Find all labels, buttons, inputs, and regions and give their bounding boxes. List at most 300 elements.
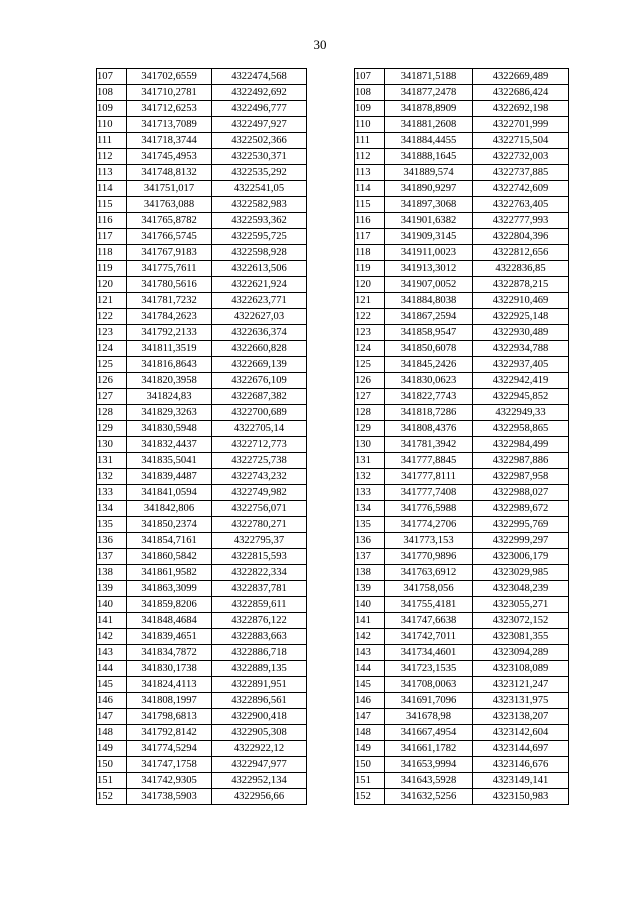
point-number-cell: 143: [97, 645, 127, 661]
x-coordinate-cell: 341835,5041: [127, 453, 212, 469]
table-row: [355, 533, 569, 549]
y-coordinate-cell: 4322737,885: [473, 165, 569, 181]
x-coordinate-cell: 341774,5294: [127, 741, 212, 757]
table-row: [97, 229, 307, 245]
y-coordinate-cell: 4323150,983: [473, 789, 569, 805]
point-number-cell: 152: [97, 789, 127, 805]
y-coordinate-cell: 4322987,886: [473, 453, 569, 469]
y-coordinate-cell: 4322958,865: [473, 421, 569, 437]
table-row: [355, 485, 569, 501]
x-coordinate-cell: 341858,9547: [385, 325, 473, 341]
y-coordinate-cell: 4322900,418: [212, 709, 307, 725]
point-number-cell: 123: [355, 325, 385, 341]
point-number-cell: 114: [355, 181, 385, 197]
x-coordinate-cell: 341850,6078: [385, 341, 473, 357]
x-coordinate-cell: 341712,6253: [127, 101, 212, 117]
table-row: [355, 549, 569, 565]
x-coordinate-cell: 341859,8206: [127, 597, 212, 613]
point-number-cell: 112: [97, 149, 127, 165]
x-coordinate-cell: 341742,7011: [385, 629, 473, 645]
x-coordinate-cell: 341816,8643: [127, 357, 212, 373]
table-row: [355, 405, 569, 421]
point-number-cell: 113: [355, 165, 385, 181]
y-coordinate-cell: 4322891,951: [212, 677, 307, 693]
y-coordinate-cell: 4323072,152: [473, 613, 569, 629]
point-number-cell: 147: [97, 709, 127, 725]
point-number-cell: 115: [97, 197, 127, 213]
table-row: [355, 453, 569, 469]
y-coordinate-cell: 4322947,977: [212, 757, 307, 773]
x-coordinate-cell: 341808,4376: [385, 421, 473, 437]
x-coordinate-cell: 341811,3519: [127, 341, 212, 357]
x-coordinate-cell: 341766,5745: [127, 229, 212, 245]
point-number-cell: 151: [97, 773, 127, 789]
point-number-cell: 138: [355, 565, 385, 581]
y-coordinate-cell: 4322756,071: [212, 501, 307, 517]
x-coordinate-cell: 341863,3099: [127, 581, 212, 597]
point-number-cell: 135: [97, 517, 127, 533]
x-coordinate-cell: 341661,1782: [385, 741, 473, 757]
x-coordinate-cell: 341841,0594: [127, 485, 212, 501]
page-number: 30: [313, 37, 327, 52]
y-coordinate-cell: 4322989,672: [473, 501, 569, 517]
table-row: [97, 757, 307, 773]
point-number-cell: 129: [355, 421, 385, 437]
point-number-cell: 109: [355, 101, 385, 117]
point-number-cell: 142: [355, 629, 385, 645]
x-coordinate-cell: 341742,9305: [127, 773, 212, 789]
point-number-cell: 121: [97, 293, 127, 309]
point-number-cell: 124: [97, 341, 127, 357]
x-coordinate-cell: 341832,4437: [127, 437, 212, 453]
y-coordinate-cell: 4322883,663: [212, 629, 307, 645]
x-coordinate-cell: 341881,2608: [385, 117, 473, 133]
y-coordinate-cell: 4322692,198: [473, 101, 569, 117]
y-coordinate-cell: 4322676,109: [212, 373, 307, 389]
x-coordinate-cell: 341901,6382: [385, 213, 473, 229]
point-number-cell: 131: [355, 453, 385, 469]
x-coordinate-cell: 341824,4113: [127, 677, 212, 693]
table-row: [355, 309, 569, 325]
x-coordinate-cell: 341842,806: [127, 501, 212, 517]
table-row: [355, 85, 569, 101]
table-row: [355, 293, 569, 309]
table-row: [355, 693, 569, 709]
y-coordinate-cell: 4322937,405: [473, 357, 569, 373]
point-number-cell: 143: [355, 645, 385, 661]
x-coordinate-cell: 341723,1535: [385, 661, 473, 677]
x-coordinate-cell: 341792,8142: [127, 725, 212, 741]
y-coordinate-cell: 4322474,568: [212, 69, 307, 85]
y-coordinate-cell: 4322942,419: [473, 373, 569, 389]
x-coordinate-cell: 341738,5903: [127, 789, 212, 805]
point-number-cell: 107: [97, 69, 127, 85]
point-number-cell: 133: [97, 485, 127, 501]
table-row: [97, 261, 307, 277]
x-coordinate-cell: 341643,5928: [385, 773, 473, 789]
point-number-cell: 149: [355, 741, 385, 757]
y-coordinate-cell: 4322669,489: [473, 69, 569, 85]
x-coordinate-cell: 341773,153: [385, 533, 473, 549]
x-coordinate-cell: 341780,5616: [127, 277, 212, 293]
point-number-cell: 145: [97, 677, 127, 693]
table-row: [97, 373, 307, 389]
point-number-cell: 109: [97, 101, 127, 117]
x-coordinate-cell: 341632,5256: [385, 789, 473, 805]
table-row: [355, 133, 569, 149]
point-number-cell: 111: [97, 133, 127, 149]
y-coordinate-cell: 4322496,777: [212, 101, 307, 117]
point-number-cell: 135: [355, 517, 385, 533]
x-coordinate-cell: 341839,4487: [127, 469, 212, 485]
x-coordinate-cell: 341748,8132: [127, 165, 212, 181]
x-coordinate-cell: 341824,83: [127, 389, 212, 405]
y-coordinate-cell: 4322889,135: [212, 661, 307, 677]
x-coordinate-cell: 341834,7872: [127, 645, 212, 661]
y-coordinate-cell: 4322701,999: [473, 117, 569, 133]
x-coordinate-cell: 341763,6912: [385, 565, 473, 581]
x-coordinate-cell: 341653,9994: [385, 757, 473, 773]
y-coordinate-cell: 4322705,14: [212, 421, 307, 437]
table-row: [97, 501, 307, 517]
table-row: [97, 725, 307, 741]
table-row: [355, 517, 569, 533]
y-coordinate-cell: 4322660,828: [212, 341, 307, 357]
table-row: [355, 341, 569, 357]
table-row: [97, 117, 307, 133]
point-number-cell: 146: [97, 693, 127, 709]
table-row: [97, 773, 307, 789]
point-number-cell: 134: [355, 501, 385, 517]
point-number-cell: 130: [355, 437, 385, 453]
point-number-cell: 139: [97, 581, 127, 597]
x-coordinate-cell: 341792,2133: [127, 325, 212, 341]
table-row: [97, 101, 307, 117]
y-coordinate-cell: 4322988,027: [473, 485, 569, 501]
point-number-cell: 127: [97, 389, 127, 405]
point-number-cell: 144: [97, 661, 127, 677]
x-coordinate-cell: 341871,5188: [385, 69, 473, 85]
y-coordinate-cell: 4322934,788: [473, 341, 569, 357]
x-coordinate-cell: 341848,4684: [127, 613, 212, 629]
table-row: [355, 741, 569, 757]
table-row: [355, 469, 569, 485]
x-coordinate-cell: 341808,1997: [127, 693, 212, 709]
y-coordinate-cell: 4322687,382: [212, 389, 307, 405]
y-coordinate-cell: 4322541,05: [212, 181, 307, 197]
table-row: [355, 501, 569, 517]
x-coordinate-cell: 341745,4953: [127, 149, 212, 165]
y-coordinate-cell: 4322910,469: [473, 293, 569, 309]
y-coordinate-cell: 4322804,396: [473, 229, 569, 245]
x-coordinate-cell: 341913,3012: [385, 261, 473, 277]
point-number-cell: 137: [355, 549, 385, 565]
x-coordinate-cell: 341878,8909: [385, 101, 473, 117]
table-row: [355, 149, 569, 165]
y-coordinate-cell: 4323094,289: [473, 645, 569, 661]
y-coordinate-cell: 4322930,489: [473, 325, 569, 341]
point-number-cell: 150: [97, 757, 127, 773]
point-number-cell: 128: [97, 405, 127, 421]
point-number-cell: 112: [355, 149, 385, 165]
point-number-cell: 125: [97, 357, 127, 373]
x-coordinate-cell: 341702,6559: [127, 69, 212, 85]
y-coordinate-cell: 4322743,232: [212, 469, 307, 485]
table-row: [355, 709, 569, 725]
point-number-cell: 134: [97, 501, 127, 517]
table-row: [355, 261, 569, 277]
point-number-cell: 132: [97, 469, 127, 485]
point-number-cell: 108: [97, 85, 127, 101]
x-coordinate-cell: 341767,9183: [127, 245, 212, 261]
point-number-cell: 110: [355, 117, 385, 133]
y-coordinate-cell: 4323149,141: [473, 773, 569, 789]
x-coordinate-cell: 341784,2623: [127, 309, 212, 325]
y-coordinate-cell: 4323108,089: [473, 661, 569, 677]
table-row: [355, 165, 569, 181]
table-row: [355, 229, 569, 245]
table-row: [355, 789, 569, 805]
y-coordinate-cell: 4322593,362: [212, 213, 307, 229]
point-number-cell: 140: [355, 597, 385, 613]
y-coordinate-cell: 4322795,37: [212, 533, 307, 549]
table-row: [97, 741, 307, 757]
table-row: [355, 69, 569, 85]
point-number-cell: 116: [97, 213, 127, 229]
point-number-cell: 147: [355, 709, 385, 725]
point-number-cell: 145: [355, 677, 385, 693]
table-row: [97, 325, 307, 341]
y-coordinate-cell: 4322999,297: [473, 533, 569, 549]
x-coordinate-cell: 341781,3942: [385, 437, 473, 453]
table-row: [97, 181, 307, 197]
point-number-cell: 133: [355, 485, 385, 501]
x-coordinate-cell: 341877,2478: [385, 85, 473, 101]
x-coordinate-cell: 341822,7743: [385, 389, 473, 405]
x-coordinate-cell: 341820,3958: [127, 373, 212, 389]
table-row: [97, 405, 307, 421]
y-coordinate-cell: 4322956,66: [212, 789, 307, 805]
point-number-cell: 141: [97, 613, 127, 629]
point-number-cell: 123: [97, 325, 127, 341]
point-number-cell: 126: [355, 373, 385, 389]
table-row: [355, 357, 569, 373]
table-row: [355, 757, 569, 773]
y-coordinate-cell: 4322700,689: [212, 405, 307, 421]
table-row: [97, 277, 307, 293]
table-row: [97, 437, 307, 453]
x-coordinate-cell: 341713,7089: [127, 117, 212, 133]
table-row: [97, 389, 307, 405]
table-row: [355, 581, 569, 597]
x-coordinate-cell: 341718,3744: [127, 133, 212, 149]
y-coordinate-cell: 4323138,207: [473, 709, 569, 725]
table-row: [355, 277, 569, 293]
coordinates-table-left: [96, 68, 307, 805]
table-row: [97, 661, 307, 677]
x-coordinate-cell: 341758,056: [385, 581, 473, 597]
x-coordinate-cell: 341854,7161: [127, 533, 212, 549]
table-row: [97, 149, 307, 165]
y-coordinate-cell: 4322952,134: [212, 773, 307, 789]
table-row: [97, 597, 307, 613]
point-number-cell: 130: [97, 437, 127, 453]
x-coordinate-cell: 341755,4181: [385, 597, 473, 613]
point-number-cell: 121: [355, 293, 385, 309]
point-number-cell: 137: [97, 549, 127, 565]
point-number-cell: 108: [355, 85, 385, 101]
y-coordinate-cell: 4322623,771: [212, 293, 307, 309]
y-coordinate-cell: 4322815,593: [212, 549, 307, 565]
x-coordinate-cell: 341867,2594: [385, 309, 473, 325]
y-coordinate-cell: 4322859,611: [212, 597, 307, 613]
y-coordinate-cell: 4322598,928: [212, 245, 307, 261]
x-coordinate-cell: 341776,5988: [385, 501, 473, 517]
table-row: [355, 421, 569, 437]
point-number-cell: 125: [355, 357, 385, 373]
point-number-cell: 122: [355, 309, 385, 325]
point-number-cell: 113: [97, 165, 127, 181]
point-number-cell: 120: [97, 277, 127, 293]
x-coordinate-cell: 341774,2706: [385, 517, 473, 533]
y-coordinate-cell: 4322812,656: [473, 245, 569, 261]
table-row: [97, 565, 307, 581]
x-coordinate-cell: 341830,5948: [127, 421, 212, 437]
x-coordinate-cell: 341734,4601: [385, 645, 473, 661]
y-coordinate-cell: 4322995,769: [473, 517, 569, 533]
y-coordinate-cell: 4323121,247: [473, 677, 569, 693]
y-coordinate-cell: 4322492,692: [212, 85, 307, 101]
table-row: [97, 629, 307, 645]
x-coordinate-cell: 341897,3068: [385, 197, 473, 213]
point-number-cell: 136: [97, 533, 127, 549]
y-coordinate-cell: 4323029,985: [473, 565, 569, 581]
table-row: [355, 677, 569, 693]
x-coordinate-cell: 341907,0052: [385, 277, 473, 293]
table-row: [355, 389, 569, 405]
point-number-cell: 117: [97, 229, 127, 245]
y-coordinate-cell: 4322742,609: [473, 181, 569, 197]
y-coordinate-cell: 4322763,405: [473, 197, 569, 213]
y-coordinate-cell: 4323131,975: [473, 693, 569, 709]
y-coordinate-cell: 4322686,424: [473, 85, 569, 101]
y-coordinate-cell: 4322725,738: [212, 453, 307, 469]
table-row: [355, 725, 569, 741]
x-coordinate-cell: 341770,9896: [385, 549, 473, 565]
table-row: [355, 613, 569, 629]
x-coordinate-cell: 341775,7611: [127, 261, 212, 277]
table-row: [97, 309, 307, 325]
x-coordinate-cell: 341889,574: [385, 165, 473, 181]
table-row: [355, 597, 569, 613]
point-number-cell: 141: [355, 613, 385, 629]
point-number-cell: 136: [355, 533, 385, 549]
y-coordinate-cell: 4323006,179: [473, 549, 569, 565]
point-number-cell: 142: [97, 629, 127, 645]
y-coordinate-cell: 4322732,003: [473, 149, 569, 165]
y-coordinate-cell: 4322715,504: [473, 133, 569, 149]
x-coordinate-cell: 341781,7232: [127, 293, 212, 309]
point-number-cell: 127: [355, 389, 385, 405]
x-coordinate-cell: 341830,1738: [127, 661, 212, 677]
y-coordinate-cell: 4322749,982: [212, 485, 307, 501]
table-row: [97, 421, 307, 437]
table-row: [97, 453, 307, 469]
table-row: [97, 357, 307, 373]
x-coordinate-cell: 341884,8038: [385, 293, 473, 309]
x-coordinate-cell: 341830,0623: [385, 373, 473, 389]
y-coordinate-cell: 4322530,371: [212, 149, 307, 165]
table-row: [97, 293, 307, 309]
x-coordinate-cell: 341678,98: [385, 709, 473, 725]
x-coordinate-cell: 341751,017: [127, 181, 212, 197]
y-coordinate-cell: 4322876,122: [212, 613, 307, 629]
x-coordinate-cell: 341777,8111: [385, 469, 473, 485]
y-coordinate-cell: 4322822,334: [212, 565, 307, 581]
table-row: [97, 677, 307, 693]
table-row: [355, 213, 569, 229]
y-coordinate-cell: 4323142,604: [473, 725, 569, 741]
table-row: [97, 789, 307, 805]
y-coordinate-cell: 4322837,781: [212, 581, 307, 597]
x-coordinate-cell: 341798,6813: [127, 709, 212, 725]
table-row: [355, 661, 569, 677]
point-number-cell: 118: [97, 245, 127, 261]
y-coordinate-cell: 4322621,924: [212, 277, 307, 293]
point-number-cell: 138: [97, 565, 127, 581]
table-row: [355, 373, 569, 389]
table-row: [355, 325, 569, 341]
point-number-cell: 122: [97, 309, 127, 325]
x-coordinate-cell: 341667,4954: [385, 725, 473, 741]
point-number-cell: 126: [97, 373, 127, 389]
point-number-cell: 111: [355, 133, 385, 149]
table-row: [97, 213, 307, 229]
x-coordinate-cell: 341888,1645: [385, 149, 473, 165]
y-coordinate-cell: 4322984,499: [473, 437, 569, 453]
y-coordinate-cell: 4323144,697: [473, 741, 569, 757]
y-coordinate-cell: 4322878,215: [473, 277, 569, 293]
point-number-cell: 115: [355, 197, 385, 213]
point-number-cell: 152: [355, 789, 385, 805]
table-row: [97, 581, 307, 597]
y-coordinate-cell: 4322627,03: [212, 309, 307, 325]
y-coordinate-cell: 4322945,852: [473, 389, 569, 405]
table-row: [97, 485, 307, 501]
point-number-cell: 150: [355, 757, 385, 773]
y-coordinate-cell: 4322905,308: [212, 725, 307, 741]
table-row: [97, 197, 307, 213]
y-coordinate-cell: 4322636,374: [212, 325, 307, 341]
table-row: [355, 629, 569, 645]
x-coordinate-cell: 341763,088: [127, 197, 212, 213]
y-coordinate-cell: 4322896,561: [212, 693, 307, 709]
point-number-cell: 132: [355, 469, 385, 485]
y-coordinate-cell: 4323081,355: [473, 629, 569, 645]
table-row: [97, 165, 307, 181]
x-coordinate-cell: 341747,1758: [127, 757, 212, 773]
table-row: [355, 773, 569, 789]
table-row: [97, 245, 307, 261]
y-coordinate-cell: 4322535,292: [212, 165, 307, 181]
x-coordinate-cell: 341909,3145: [385, 229, 473, 245]
table-row: [97, 613, 307, 629]
x-coordinate-cell: 341890,9297: [385, 181, 473, 197]
table-row: [355, 645, 569, 661]
point-number-cell: 119: [97, 261, 127, 277]
table-row: [97, 69, 307, 85]
y-coordinate-cell: 4322497,927: [212, 117, 307, 133]
